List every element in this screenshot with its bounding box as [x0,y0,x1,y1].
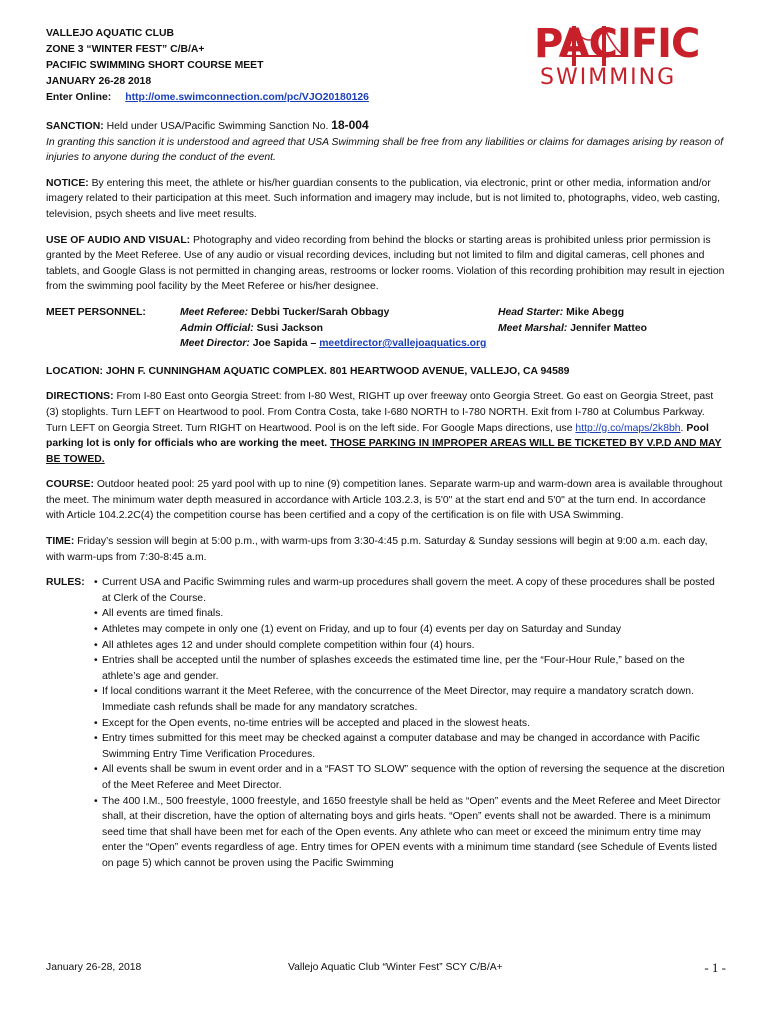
enter-online-line [46,90,369,106]
meet-heading [46,26,369,106]
rules-label: RULES: [46,577,85,589]
sanction-section [46,118,726,166]
directions-label: DIRECTIONS: [46,391,114,403]
meet-director-email-link[interactable]: meetdirector@vallejoaquatics.org [319,338,487,350]
rule-item: • Except for the Open events, no-time entries will be accepted and placed in the slowest heats. [92,716,726,732]
audio-visual-section [46,233,726,295]
sanction-text: Held under USA/Pacific Swimming Sanction No. [106,121,329,132]
meet-name: ZONE 3 “WINTER FEST” C/B/A+ [46,44,205,55]
audio-visual-text: Photography and video recording from behind the blocks or starting areas is prohibited unless prior permission is granted by the Meet Referee. Use of any audio or visual recording devices, including but not limited to film and digital cameras, cell phones and tablets, and Google Glass is not permitted in changing areas, restrooms or locker rooms. Violation of this recording prohibition may result in ejection from the swimming pool facility by the Meet Referee or his/her designee. [46,234,725,293]
head-starter-row: Head Starter: Mike Abegg [498,306,625,318]
document-page [46,18,726,872]
parking-notice: Pool parking lot is only for officials who are working the meet. [46,422,709,450]
rule-item: • The 400 I.M., 500 freestyle, 1000 freestyle, and 1650 freestyle shall be held as “Open” events and the Meet Referee and Meet Director shall, at their discretion, have the option of alternating boys and girls heats. “Open” events shall not be awarded. There is a minimum seed time that shall have been met for each of the Open events. Any athlete who can meet or exceed the minimum entry time may enter the “Open” events regardless of age. Entry times for OPEN events with a minimum time standard (see Schedule of Events listed on page 5) which cannot be proven using the Pacific Swimming [92,794,726,872]
time-section [46,534,726,565]
sanction-label: SANCTION: [46,121,104,132]
course-text: Outdoor heated pool: 25 yard pool with up to nine (9) competition lanes. Separate warm-up and warm-down area is available throughout the meet. The minimum water depth measured in accordance with Article 103.2.3, is 5'0" at the start end and 5'0" at the turn end. In accordance with Article 104.2.2C(4) the competition course has been certified and a copy of the certification is on file with USA Swimming. [46,479,723,522]
meet-marshal-row: Meet Marshal: Jennifer Matteo [498,322,647,334]
directions-section: DIRECTIONS: From I-80 East onto Georgia Street: from I-80 West, RIGHT up over freeway onto Georgia Street. Go east on Georgia Street, past (3) stoplights. Turn LEFT on Heartwood to pool. From Contra Costa, take I-680 NORTH to I-780 NORTH. Exit from I-780 at Columbus Parkway. Turn LEFT on Georgia Street. Turn RIGHT on Heartwood. Pool is on the left side. For Google Maps directions, use http://g.co/maps/2k8bh. Pool parking lot is only for officials who are working the meet. THOSE PARKING IN IMPROPER AREAS WILL BE TICKETED BY V.P.D AND MAY BE TOWED. [46,391,722,465]
towing-warning: THOSE PARKING IN IMPROPER AREAS WILL BE TICKETED BY V.P.D AND MAY BE TOWED. [46,438,722,465]
meet-director-row: Meet Director: Joe Sapida – meetdirector@vallejoaquatics.org [180,338,487,350]
rule-item: • All events are timed finals. [92,606,726,622]
audio-visual-label: USE OF AUDIO AND VISUAL: [46,234,191,246]
logo-text-pacific: PACIFIC [534,21,700,67]
notice-label: NOTICE: [46,177,89,189]
google-maps-link[interactable]: http://g.co/maps/2k8bh [575,422,681,434]
footer-date: January 26-28, 2018 [46,962,142,973]
notice-section [46,176,726,223]
page-number: - 1 - [704,960,726,975]
meet-personnel-label: MEET PERSONNEL: [46,306,146,318]
rule-item: • If local conditions warrant it the Meet Referee, with the concurrence of the Meet Director, may require a mandatory scratch down. Immediate cash refunds shall be made for any mandatory scratches. [92,684,726,715]
admin-official-row: Admin Official: Susi Jackson [180,322,324,334]
course-label: COURSE: [46,479,94,491]
rule-item: • Current USA and Pacific Swimming rules and warm-up procedures shall govern the meet. A copy of these procedures shall be posted at Clerk of the Course. [92,575,726,606]
rules-section [46,575,726,871]
personnel-column-left [180,305,498,352]
meet-type: PACIFIC SWIMMING SHORT COURSE MEET [46,60,264,71]
club-name: VALLEJO AQUATIC CLUB [46,28,174,39]
sanction-number: 18-004 [331,118,369,132]
rule-item: • All events shall be swum in event order and in a “FAST TO SLOW” sequence with the option of reversing the sequence at the discretion of the Meet Referee and Meet Director. [92,762,726,793]
logo-text-swimming: SWIMMING [540,65,677,90]
rule-item: • Entries shall be accepted until the number of splashes exceeds the estimated time line, per the “Four-Hour Rule,” based on the athlete’s age and gender. [92,653,726,684]
time-text: Friday’s session will begin at 5:00 p.m., with warm-ups from 3:30-4:45 p.m. Saturday & Sunday sessions will begin at 9:00 a.m. each day, with warm-ups from 7:30-8:45 a.m. [46,536,708,563]
directions-text: From I-80 East onto Georgia Street: from I-80 West, RIGHT up over freeway onto Georgia Street. Go east on Georgia Street, past (3) stoplights. Turn LEFT on Heartwood to pool. From Contra Costa, take I-680 NORTH to I-780 NORTH. Exit from I-780 at Columbus Parkway. Turn LEFT on Georgia Street. Turn RIGHT on Heartwood. Pool is on the left side. For Google Maps directions, use [46,391,714,434]
rules-list [92,575,726,871]
footer-title: Vallejo Aquatic Club “Winter Fest” SCY C/B/A+ [288,962,503,973]
page-footer [46,962,726,980]
pacific-swimming-logo [534,20,716,92]
rule-item: • All athletes ages 12 and under should complete competition within four (4) hours. [92,638,726,654]
meet-referee-row: Meet Referee: Debbi Tucker/Sarah Obbagy [180,306,390,318]
meet-personnel-section [46,305,726,352]
time-label: TIME: [46,536,75,548]
course-section [46,477,726,524]
rule-item: • Entry times submitted for this meet may be checked against a computer database and may be changed in accordance with Pacific Swimming Entry Time Verification Procedures. [92,731,726,762]
personnel-column-right [498,305,726,352]
enter-online-label: Enter Online: [46,92,112,103]
location-text: LOCATION: JOHN F. CUNNINGHAM AQUATIC COMPLEX. 801 HEARTWOOD AVENUE, VALLEJO, CA 94589 [46,365,570,377]
enter-online-link[interactable]: http://ome.swimconnection.com/pc/VJO20180126 [125,92,369,103]
document-header [46,18,726,118]
rule-item: • Athletes may compete in only one (1) event on Friday, and up to four (4) events per day on Saturday and Sunday [92,622,726,638]
meet-dates: JANUARY 26-28 2018 [46,76,152,87]
location-section [46,364,726,380]
sanction-waiver: In granting this sanction it is understood and agreed that USA Swimming shall be free from any liabilities or claims for damages arising by reason of injuries to anyone during the conduct of the event. [46,136,724,164]
notice-text: By entering this meet, the athlete or his/her guardian consents to the publication, via electronic, print or other media, information and/or imagery related to their participation at this meet. Such information and imagery may include, but is not limited to, photographs, video, web casting, television, psych sheets and live meet results. [46,177,721,220]
